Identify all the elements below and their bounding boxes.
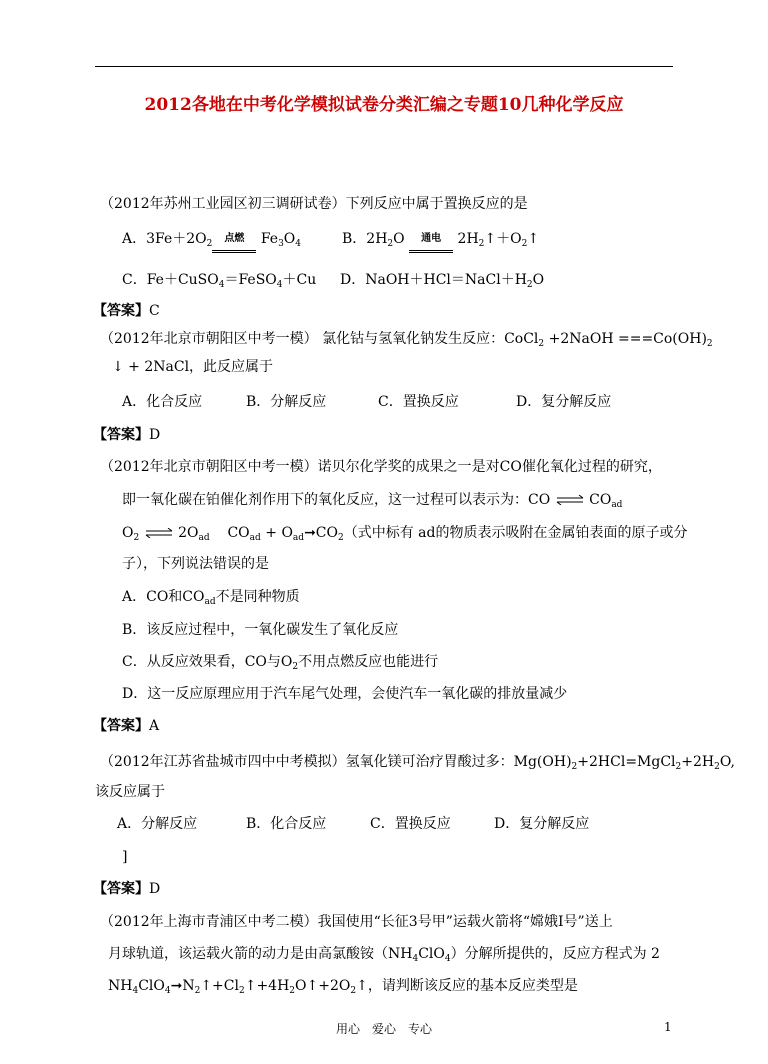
reaction-condition-ignite: 点燃 [212,230,256,248]
q1-answer: 【答案】C [93,303,160,319]
q1-option-a: A．$3Fe+2O_2$ 点燃 $Fe_3O_4$ [122,231,302,249]
reversible-arrow-icon [555,495,585,505]
q2-option-d: D．复分解反应 [516,394,612,410]
page-title: 2012各地在中考化学模拟试卷分类汇编之专题10几种化学反应 [144,95,624,115]
q3-stem: （2012年北京市朝阳区中考一模）诺贝尔化学奖的成果之一是对CO催化氧化过程的研究， [100,459,662,475]
q4-option-d: D．复分解反应 [494,816,590,832]
q3-option-a: A．CO和$CO_{ad}$不是同种物质 [122,589,300,607]
q2-stem-line2: ↓ + 2NaCl，此反应属于 [112,359,274,375]
q3-stem-line3: $O_2$ $2O_{ad}$ $CO_{ad}$ + $O_{ad}➞CO_2$（式中标有 ad的物质表示吸附在金属铂表面的原子或分 [122,525,688,543]
q4-option-c: C．置换反应 [370,816,451,832]
q5-stem-line3: $NH_4ClO_4➞N_2↑+Cl_2↑+4H_2O↑+2O_2↑$，请判断该反应的基本反应类型是 [108,978,578,996]
q5-stem: （2012年上海市青浦区中考二模）我国使用“长征3号甲”运载火箭将“嫦娥Ⅰ号”送上 [100,914,613,930]
q4-stem-line2: 该反应属于 [95,784,165,800]
q3-stem-line2: 即一氧化碳在铂催化剂作用下的氧化反应，这一过程可以表示为：CO $CO_{ad}$ [122,492,623,510]
q4-stem: （2012年江苏省盐城市四中中考模拟）氢氧化镁可治疗胃酸过多：$Mg(OH)_2+2HCl=MgCl_2+2H_2O$, [100,754,735,772]
q2-answer: 【答案】D [93,427,161,443]
q1-option-d: D．$NaOH+HCl=NaCl+H_2O$ [340,272,545,290]
q3-stem-line4: 子），下列说法错误的是 [122,556,269,572]
q4-bracket: ] [122,849,128,865]
q3-answer: 【答案】A [93,718,160,734]
reversible-arrow-icon [144,528,174,538]
q4-option-a: A．分解反应 [117,816,198,832]
q2-option-b: B．分解反应 [246,394,327,410]
page-footer: 用心 爱心 专心 [335,1022,432,1036]
page-number: 1 [664,1020,672,1034]
q5-stem-line2: 月球轨道，该运载火箭的动力是由高氯酸铵$(NH_4ClO_4)$分解所提供的，反应方程式为 2 [108,946,660,964]
q3-option-b: B．该反应过程中，一氧化碳发生了氧化反应 [122,622,399,638]
q3-option-d: D．这一反应原理应用于汽车尾气处理，会使汽车一氧化碳的排放量减少 [122,686,568,702]
q2-option-a: A．化合反应 [122,394,203,410]
q1-stem: （2012年苏州工业园区初三调研试卷）下列反应中属于置换反应的是 [100,196,528,212]
header-rule [95,66,673,67]
q1-option-c: C．Fe＋CuSO$_4$＝FeSO$_4$＋Cu [122,272,317,290]
q1-option-b: B．$2H_2O$ 通电 $2H_2↑+O_2↑$ [342,231,540,249]
q2-stem: （2012年北京市朝阳区中考一模） 氯化钴与氢氧化钠发生反应：CoCl$_2$ +2NaOH $===Co(OH)_2$ [100,331,713,349]
q4-answer: 【答案】D [93,881,161,897]
reaction-condition-electrolysis: 通电 [409,230,453,248]
q4-option-b: B．化合反应 [246,816,327,832]
q2-option-c: C．置换反应 [378,394,459,410]
q3-option-c: C．从反应效果看，CO与$O_2$不用点燃反应也能进行 [122,654,439,672]
